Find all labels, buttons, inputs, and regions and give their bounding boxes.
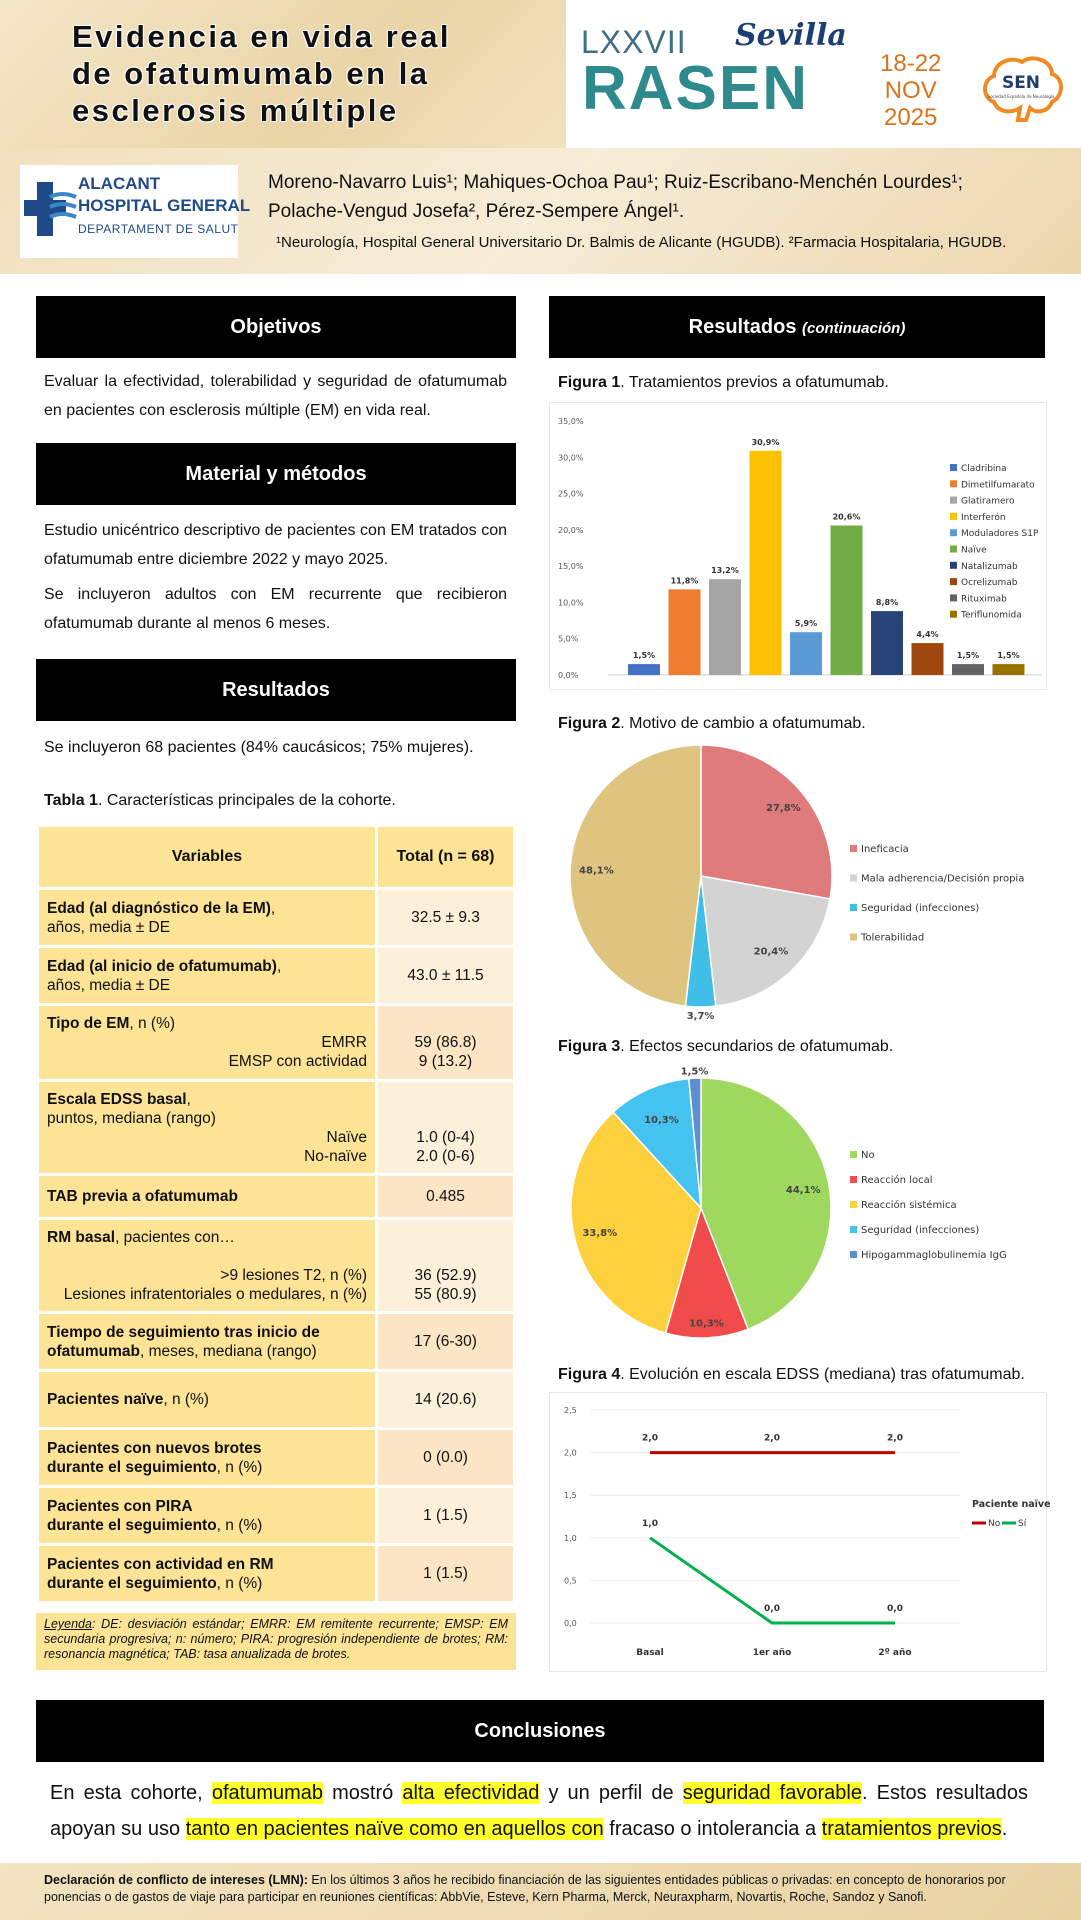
- legend-label: Natalizumab: [961, 561, 1018, 572]
- legend-swatch: [950, 480, 957, 487]
- y-tick-label: 20,0%: [558, 525, 584, 535]
- table-legend: Leyenda: DE: desviación estándar; EMRR: EM remitente recurrente; EMSP: EM secundaria progresiva; n: número; PIRA: progresión independiente de brotes; RM: resonancia magnética; TAB: tasa anualizada de brotes.: [36, 1613, 516, 1670]
- bar-data-label: 1,5%: [632, 651, 656, 661]
- table-row: Edad (al inicio de ofatumumab), años, media ± DE 43.0 ± 11.5: [38, 947, 515, 1005]
- bar: [912, 643, 944, 675]
- legend-label: No: [988, 1519, 1001, 1529]
- line-data-label: 2,0: [764, 1433, 780, 1444]
- conclusiones-heading: Conclusiones: [36, 1700, 1044, 1762]
- bar-data-label: 30,9%: [751, 437, 780, 447]
- y-tick-label: 0,0%: [558, 671, 579, 680]
- table-caption: Tabla 1. Características principales de la cohorte.: [44, 792, 396, 809]
- legend-label: Naïve: [961, 545, 987, 556]
- legend-label: Dimetilfumarato: [961, 480, 1035, 491]
- y-tick-label: 10,0%: [558, 598, 584, 608]
- legend-label: Rituximab: [961, 594, 1007, 605]
- line-data-label: 2,0: [642, 1433, 658, 1444]
- dates-month: NOV: [884, 77, 937, 104]
- hospital-logo-line3: DEPARTAMENT DE SALUT: [78, 222, 239, 236]
- conflict-of-interest: Declaración de conflicto de intereses (LMN): En los últimos 3 años he recibido financiación de las siguientes entidades públicas o privadas: en concepto de honorarios por ponencias o de gastos de viaje para participar en reuniones científicas: AbbVie, Esteve, Kern Pharma, Merck, Neuraxpharm, Novartis, Roche, Sandoz y Sanofi.: [44, 1873, 1006, 1904]
- bar-data-label: 4,4%: [916, 630, 939, 640]
- conference-city: Sevilla: [735, 18, 847, 53]
- line-data-label: 1,0: [642, 1518, 658, 1529]
- conference-number: LXXVII: [581, 24, 687, 60]
- sen-logo: [976, 50, 1066, 130]
- y-tick-label: 15,0%: [558, 562, 584, 572]
- sen-brain-icon: [976, 50, 1066, 130]
- y-tick-label: 0,5: [564, 1576, 577, 1586]
- legend-title: Paciente naïve: [972, 1499, 1051, 1510]
- legend-label: Reacción local: [861, 1175, 933, 1186]
- pie-data-label: 3,7%: [686, 1010, 715, 1022]
- legend-swatch: [950, 464, 957, 471]
- pie-data-label: 44,1%: [785, 1184, 821, 1196]
- conference-dates: [880, 50, 941, 131]
- legend-swatch: [850, 1251, 857, 1258]
- objetivos-heading: Objetivos: [36, 296, 516, 358]
- legend-label: Glatiramero: [961, 496, 1015, 507]
- table-row: Escala EDSS basal, puntos, mediana (rango) Naïve No-naïve 1.0 (0-4) 2.0 (0-6): [38, 1081, 515, 1175]
- bar: [750, 451, 782, 675]
- conclusiones-text: En esta cohorte, ofatumumab mostró alta efectividad y un perfil de seguridad favorable. Estos resultados apoyan su uso tanto en pacientes naïve como en aquellos con fracaso o intolerancia a tratamientos previos.: [50, 1782, 1029, 1840]
- authors-line1: Moreno-Navarro Luis¹; Mahiques-Ochoa Pau¹; Ruiz-Escribano-Menchén Lourdes¹;: [268, 172, 963, 193]
- bar: [952, 664, 984, 675]
- pie-slice: [701, 876, 830, 1006]
- y-tick-label: 0,0: [564, 1619, 577, 1628]
- metodos-p1: Estudio unicéntrico descriptivo de pacientes con EM tratados con ofatumumab entre diciembre 2022 y mayo 2025.: [44, 522, 507, 568]
- y-tick-label: 30,0%: [558, 453, 584, 463]
- y-tick-label: 5,0%: [558, 634, 579, 644]
- resultados-heading: Resultados: [36, 659, 516, 721]
- affiliations: ¹Neurología, Hospital General Universitario Dr. Balmis de Alicante (HGUDB). ²Farmacia Hospitalaria, HGUDB.: [276, 234, 1007, 251]
- line-data-label: 2,0: [887, 1433, 903, 1444]
- legend-label: Reacción sistémica: [861, 1200, 957, 1211]
- y-tick-label: 1,5: [564, 1491, 577, 1501]
- bar-data-label: 5,9%: [794, 619, 818, 629]
- pie-data-label: 27,8%: [765, 803, 801, 815]
- table-row: Pacientes naïve, n (%) 14 (20.6): [38, 1371, 515, 1429]
- bar-data-label: 1,5%: [956, 651, 980, 661]
- fig1-bar-chart: [549, 402, 1047, 690]
- table-row: Pacientes con PIRA durante el seguimiento, n (%) 1 (1.5): [38, 1487, 515, 1545]
- hospital-logo-line2: HOSPITAL GENERAL: [78, 196, 251, 215]
- table-col-variables: Variables: [38, 826, 377, 889]
- legend-swatch: [850, 1226, 857, 1233]
- table-row: Pacientes con actividad en RM durante el seguimiento, n (%) 1 (1.5): [38, 1545, 515, 1603]
- legend-swatch: [850, 845, 857, 852]
- legend-label: No: [861, 1150, 875, 1161]
- bar-data-label: 8,8%: [875, 598, 899, 608]
- legend-swatch: [950, 497, 957, 504]
- legend-label: Ocrelizumab: [961, 578, 1018, 589]
- bar-data-label: 11,8%: [670, 576, 699, 586]
- fig2-pie-chart: [549, 740, 1045, 1022]
- objetivos-text: Evaluar la efectividad, tolerabilidad y seguridad de ofatumumab en pacientes con esclerosis múltiple (EM) en vida real.: [44, 373, 507, 419]
- legend-swatch: [850, 934, 857, 941]
- metodos-heading: Material y métodos: [36, 443, 516, 505]
- bar: [669, 589, 701, 675]
- y-tick-label: 35,0%: [558, 417, 584, 426]
- x-tick-label: 1er año: [752, 1648, 792, 1658]
- pie-data-label: 33,8%: [582, 1227, 618, 1239]
- bar: [790, 632, 822, 675]
- legend-label: Sí: [1018, 1519, 1027, 1529]
- legend-label: Cladribina: [961, 464, 1007, 474]
- legend-label: Hipogammaglobulinemia IgG: [861, 1250, 1007, 1261]
- metodos-p2: Se incluyeron adultos con EM recurrente que recibieron ofatumumab durante al menos 6 meses.: [44, 586, 507, 632]
- dates-days: 18-22: [880, 50, 942, 77]
- table-row: RM basal, pacientes con… >9 lesiones T2, n (%) Lesiones infratentoriales o medulares, n (%) 36 (52.9) 55 (80.9): [38, 1219, 515, 1313]
- legend-swatch: [850, 875, 857, 882]
- y-tick-label: 2,0: [564, 1448, 577, 1458]
- hospital-logo-line1: ALACANT: [78, 174, 161, 193]
- authors: [268, 168, 1068, 226]
- fig1-caption: Figura 1. Tratamientos previos a ofatumumab.: [558, 374, 889, 391]
- table-row: Edad (al diagnóstico de la EM), años, media ± DE 32.5 ± 9.3: [38, 889, 515, 947]
- fig4-line-chart: [549, 1392, 1051, 1672]
- bar: [628, 664, 660, 675]
- legend-swatch: [950, 578, 957, 585]
- line-data-label: 0,0: [887, 1604, 903, 1614]
- legend-label: Teriflunomida: [961, 610, 1022, 621]
- pie-data-label: 10,3%: [644, 1114, 679, 1126]
- x-tick-label: Basal: [636, 1648, 664, 1658]
- bar-data-label: 20,6%: [832, 512, 861, 522]
- bar: [831, 526, 863, 675]
- hospital-cross-icon: [20, 165, 80, 258]
- sen-logo-text: SEN: [1001, 73, 1041, 93]
- y-tick-label: 2,5: [564, 1406, 577, 1415]
- fig3-pie-chart: [549, 1064, 1045, 1338]
- pie-data-label: 48,1%: [579, 865, 614, 877]
- legend-swatch: [950, 562, 957, 569]
- pie-data-label: 10,3%: [689, 1318, 724, 1330]
- legend-swatch: [850, 1201, 857, 1208]
- bar: [709, 579, 741, 675]
- legend-label: Seguridad (infecciones): [861, 903, 980, 914]
- legend-swatch: [850, 904, 857, 911]
- legend-label: Ineficacia: [861, 844, 909, 855]
- resultados-cont-heading: Resultados (continuación): [549, 296, 1045, 358]
- table-col-total: Total (n = 68): [377, 826, 515, 889]
- fig4-caption: Figura 4. Evolución en escala EDSS (mediana) tras ofatumumab.: [558, 1366, 1025, 1383]
- legend-label: Interferón: [961, 512, 1006, 523]
- bar-data-label: 1,5%: [997, 651, 1020, 661]
- table-row: TAB previa a ofatumumab 0.485: [38, 1175, 515, 1219]
- legend-label: Seguridad (infecciones): [861, 1225, 980, 1236]
- fig2-caption: Figura 2. Motivo de cambio a ofatumumab.: [558, 715, 866, 732]
- bar: [993, 664, 1025, 675]
- table-header-row: [38, 826, 515, 889]
- legend-swatch: [950, 611, 957, 618]
- resultados-intro: Se incluyeron 68 pacientes (84% caucásicos; 75% mujeres).: [44, 739, 474, 756]
- table-row: Pacientes con nuevos brotes durante el seguimiento, n (%) 0 (0.0): [38, 1429, 515, 1487]
- bar: [871, 611, 903, 675]
- fig3-caption: Figura 3. Efectos secundarios de ofatumumab.: [558, 1038, 894, 1055]
- bar-data-label: 13,2%: [711, 566, 739, 576]
- legend-swatch: [950, 546, 957, 553]
- sen-logo-subtext: Sociedad Española de Neurología: [987, 94, 1055, 99]
- table-row: Tipo de EM, n (%) EMRR EMSP con actividad 59 (86.8) 9 (13.2): [38, 1005, 515, 1081]
- pie-data-label: 1,5%: [680, 1066, 709, 1078]
- x-tick-label: 2º año: [878, 1648, 912, 1658]
- legend-label: Moduladores S1P: [961, 529, 1039, 540]
- authors-line2: Polache-Vengud Josefa², Pérez-Sempere Ángel¹.: [268, 201, 685, 222]
- pie-data-label: 20,4%: [753, 946, 789, 958]
- legend-swatch: [950, 594, 957, 601]
- conference-name: RASEN: [582, 54, 810, 123]
- legend-swatch: [850, 1151, 857, 1158]
- legend-label: Mala adherencia/Decisión propia: [861, 873, 1025, 885]
- cohort-table: [36, 824, 516, 1604]
- legend-swatch: [950, 529, 957, 536]
- y-tick-label: 1,0: [564, 1533, 577, 1543]
- line-data-label: 0,0: [764, 1604, 780, 1614]
- y-tick-label: 25,0%: [558, 489, 584, 499]
- poster-title: Evidencia en vida real de ofatumumab en la esclerosis múltiple: [72, 19, 451, 128]
- legend-swatch: [850, 1176, 857, 1183]
- table-row: Tiempo de seguimiento tras inicio de ofatumumab, meses, mediana (rango) 17 (6-30): [38, 1313, 515, 1371]
- pie-slice: [701, 745, 832, 899]
- legend-label: Tolerabilidad: [861, 932, 925, 944]
- dates-year: 2025: [884, 104, 938, 131]
- legend-swatch: [950, 513, 957, 520]
